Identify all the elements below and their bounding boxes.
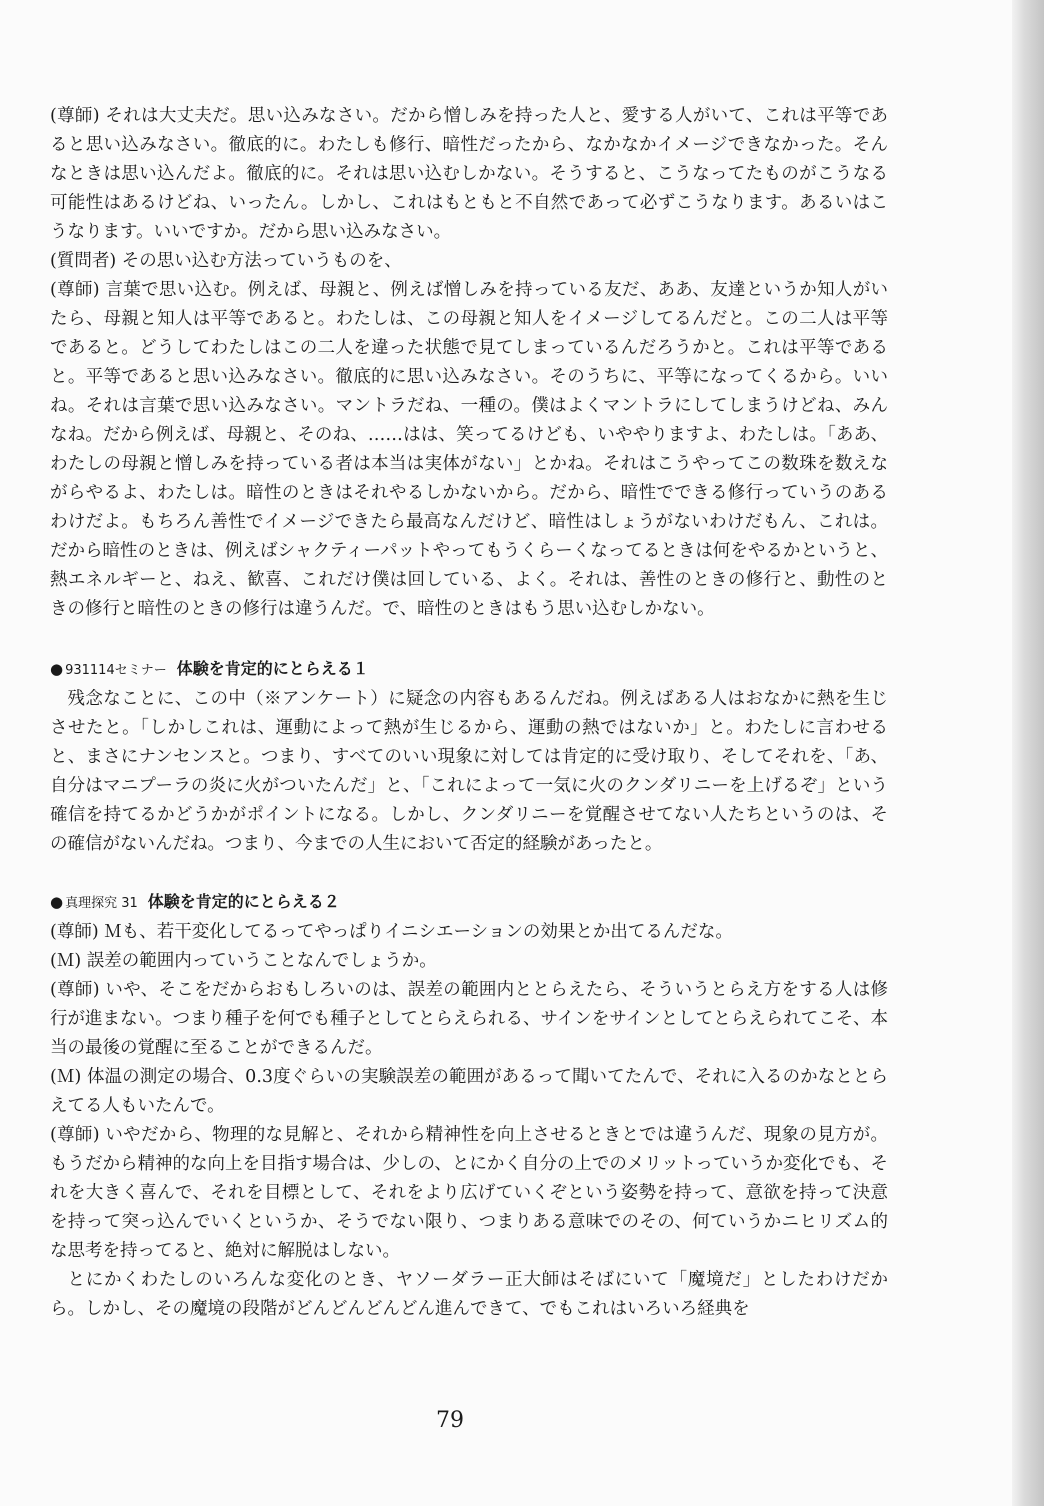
paragraph: 残念なことに、この中（※アンケート）に疑念の内容もあるんだね。例えばある人はおなかに熱を生じさせたと。「しかしこれは、運動によって熱が生じるから、運動の熱ではないか」と。わたしに言わせると、まさにナンセンスと。つまり、すべてのいい現象に対しては肯定的に受け取り、そしてそれを、「あ、自分はマニプーラの炎に火がついたんだ」と、「これによって一気に火のクンダリニーを上げるぞ」という確信を持てるかどうかがポイントになる。しかし、クンダリニーを覚醒させてない人たちというのは、その確信がないんだね。つまり、今までの人生において否定的経験があったと。 bbox=[50, 689, 888, 854]
section-title: 体験を肯定的にとらえる１ bbox=[176, 659, 369, 678]
paragraph: (尊師) いや、そこをだからおもしろいのは、誤差の範囲内ととらえたら、そういうとらえ方をする人は修行が進まない。つまり種子を何でも種子としてとらえられる、サインをサインとしてとらえられてこそ、本当の最後の覚醒に至ることができるんだ。 bbox=[50, 980, 888, 1058]
book-spine-edge bbox=[1012, 0, 1044, 1506]
section-heading bbox=[50, 887, 888, 918]
bullet-icon: ● bbox=[50, 893, 64, 911]
section-heading bbox=[50, 654, 888, 685]
bullet-icon: ● bbox=[50, 660, 64, 678]
paragraph: (Ｍ) 体温の測定の場合、0.3度ぐらいの実験誤差の範囲があるって聞いてたんで、それに入るのかなととらえてる人もいたんで。 bbox=[50, 1067, 888, 1116]
section-title: 体験を肯定的にとらえる２ bbox=[147, 892, 340, 911]
body-text bbox=[50, 102, 888, 1324]
section-code: 931114セミナー bbox=[65, 663, 167, 678]
paragraph: (尊師) いやだから、物理的な見解と、それから精神性を向上させるときとでは違うんだ、現象の見方が。もうだから精神的な向上を目指す場合は、少しの、とにかく自分の上でのメリットっていうか変化でも、それを大きく喜んで、それを目標として、それをより広げていくぞという姿勢を持って、意欲を持って決意を持って突っ込んでいくというか、そうでない限り、つまりある意味でのその、何ていうかニヒリズム的な思考を持ってると、絶対に解脱はしない。 bbox=[50, 1125, 888, 1261]
section-code: 真理探究 31 bbox=[65, 896, 138, 911]
page-number: 79 bbox=[436, 1408, 464, 1433]
paragraph: (尊師) Ｍも、若干変化してるってやっぱりイニシエーションの効果とか出てるんだな。 bbox=[50, 922, 733, 942]
paragraph: とにかくわたしのいろんな変化のとき、ヤソーダラー正大師はそばにいて「魔境だ」としたわけだから。しかし、その魔境の段階がどんどんどんどん進んできて、でもこれはいろいろ経典を bbox=[50, 1270, 888, 1319]
paragraph: (Ｍ) 誤差の範囲内っていうことなんでしょうか。 bbox=[50, 951, 437, 971]
paragraph: (尊師) それは大丈夫だ。思い込みなさい。だから憎しみを持った人と、愛する人がいて、これは平等であると思い込みなさい。徹底的に。わたしも修行、暗性だったから、なかなかイメージできなかった。そんなときは思い込んだよ。徹底的に。それは思い込むしかない。そうすると、こうなってたものがこうなる可能性はあるけどね、いったん。しかし、これはもともと不自然であって必ずこうなります。あるいはこうなります。いいですか。だから思い込みなさい。 bbox=[50, 106, 888, 242]
paragraph: (尊師) 言葉で思い込む。例えば、母親と、例えば憎しみを持っている友だ、ああ、友達というか知人がいたら、母親と知人は平等であると。わたしは、この母親と知人をイメージしてるんだと。この二人は平等であると。どうしてわたしはこの二人を違った状態で見てしまっているんだろうかと。これは平等であると。平等であると思い込みなさい。徹底的に思い込みなさい。そのうちに、平等になってくるから。いいね。それは言葉で思い込みなさい。マントラだね、一種の。僕はよくマントラにしてしまうけどね、みんなね。だから例えば、母親と、そのね、……はは、笑ってるけども、いややりますよ、わたしは。「ああ、わたしの母親と憎しみを持っている者は本当は実体がない」とかね。それはこうやってこの数珠を数えながらやるよ、わたしは。暗性のときはそれやるしかないから。だから、暗性でできる修行っていうのあるわけだよ。もちろん善性でイメージできたら最高なんだけど、暗性はしょうがないわけだもん、これは。だから暗性のときは、例えばシャクティーパットやってもうくらーくなってるときは何をやるかというと、熱エネルギーと、ねえ、歓喜、これだけ僕は回している、よく。それは、善性のときの修行と、動性のときの修行と暗性のときの修行は違うんだ。で、暗性のときはもう思い込むしかない。 bbox=[50, 280, 888, 619]
paragraph: (質問者) その思い込む方法っていうものを、 bbox=[50, 251, 402, 271]
